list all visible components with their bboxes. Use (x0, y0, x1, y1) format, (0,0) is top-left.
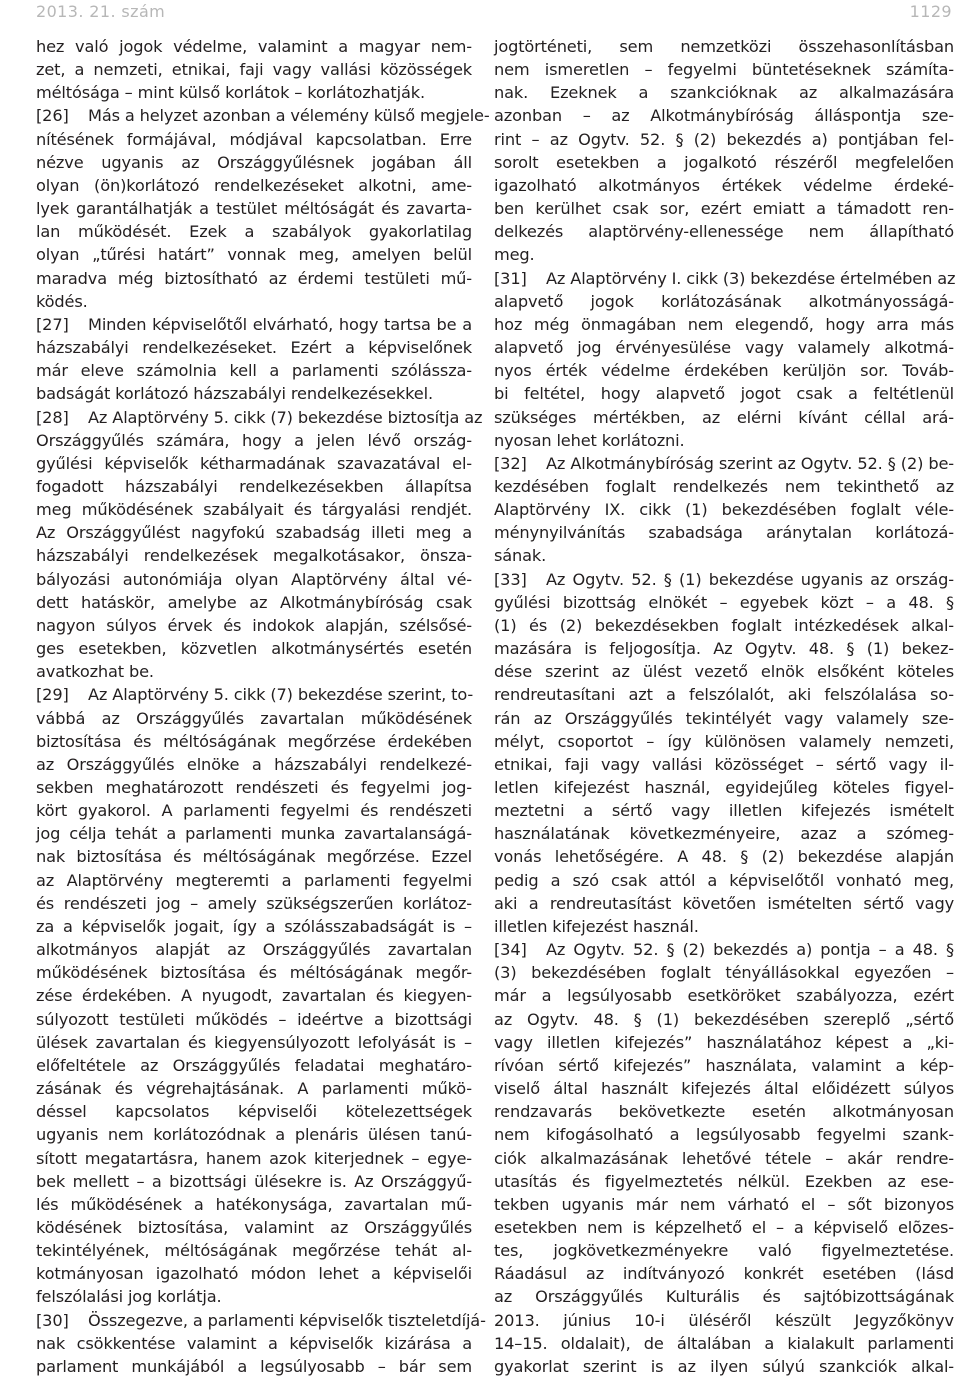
line-text: használatának következményeire, azaz a szómeg- (494, 824, 954, 844)
text-line (494, 1054, 954, 1077)
text-line (36, 1262, 472, 1285)
line-text: nak. Ezeknek a szankcióknak az alkalmazására (494, 83, 954, 103)
line-text: sának. (494, 546, 547, 566)
text-line (494, 359, 954, 382)
numbered-paragraph (494, 938, 954, 1378)
line-text: alapvető jogok korlátozásának alkotmányosságá- (494, 291, 954, 311)
text-line (36, 683, 474, 706)
line-text: esetekben nem is képzelhető el – a képviselő elõzes- (494, 1217, 954, 1237)
text-line (494, 382, 954, 405)
text-line (494, 915, 954, 938)
paragraph-number: [26] (36, 106, 69, 126)
line-text: kört gyakorol. A parlamenti fegyelmi és rendészeti (36, 801, 472, 821)
page-number: 1129 (909, 2, 952, 21)
line-text: ülések zavartalan és kiegyensúlyozott lefolyását is – (36, 1032, 472, 1052)
numbered-paragraph (494, 568, 954, 939)
text-line (36, 845, 472, 868)
line-text: Alaptörvény IX. cikk (1) bekezdésében foglalt véle- (494, 500, 954, 520)
text-line (36, 359, 472, 382)
line-text: viselő által használt kifejezés által előidézett súlyos (494, 1079, 954, 1099)
text-line (36, 104, 490, 127)
text-line (494, 707, 954, 730)
line-text: Az Alaptörvény 5. cikk (7) bekezdése szerint, to- (88, 685, 474, 705)
text-line (494, 1193, 954, 1216)
line-text: ménynyilvánítás szabadsága aránytalan korlátozá- (494, 523, 954, 543)
line-text: vábbá az Országgyűlés zavartalan működésének (36, 708, 472, 728)
issue-label: 2013. 21. szám (36, 2, 166, 21)
paragraph-number: [32] (494, 453, 527, 473)
line-text: za a képviselők jogait, így a szólásszabadságát is – (36, 916, 472, 936)
text-line (36, 1147, 472, 1170)
line-text: nem kifogásolható a legsúlyosabb fegyelmi szank- (494, 1125, 954, 1145)
line-text: alapvető jog érvényesülése vagy valamely alkotmá- (494, 338, 954, 358)
line-text: olyan (ön)korlátozó rendelkezéseket alkotni, ame- (36, 175, 472, 195)
line-text: Az Országgyűlést nagyfokú szabadság illeti meg a (36, 523, 472, 543)
line-text: Az Alaptörvény I. cikk (3) bekezdése értelmében az (546, 268, 956, 288)
line-text: ködés. (36, 291, 88, 311)
line-text: kezdésében foglalt rendelkezés nem tekinthető az (494, 476, 954, 496)
text-line (36, 1077, 472, 1100)
line-text: szükséges mértékben, az elérni kívánt céllal ará- (494, 407, 954, 427)
line-text: (1) és (2) bekezdésekben foglalt intézkedések alkal- (494, 615, 954, 635)
paragraph-number: [28] (36, 407, 69, 427)
text-line (494, 1170, 954, 1193)
line-text: az Alaptörvény megteremti a parlamenti fegyelmi (36, 870, 472, 890)
line-text: hez való jogok védelme, valamint a magyar nem- (36, 37, 472, 56)
line-text: zásának és végrehajtásának. A parlamenti műkö- (36, 1079, 472, 1099)
text-line (36, 151, 472, 174)
text-line (36, 1216, 472, 1239)
line-text: lan működését. Ezek a szabályok gyakorlatilag (36, 222, 472, 242)
line-text: Összegezve, a parlamenti képviselők tiszteletdíjá- (88, 1310, 486, 1330)
line-text: rint – az Ogytv. 52. § (2) bekezdés a) pontjában fel- (494, 129, 954, 149)
text-line (494, 151, 954, 174)
line-text: 14–15. oldalait), de általában a kialakult parlamenti (494, 1333, 954, 1353)
text-line (494, 1332, 954, 1355)
text-line (494, 1239, 954, 1262)
text-line (494, 730, 954, 753)
text-line (494, 1008, 954, 1031)
text-line (494, 475, 954, 498)
line-text: Az Ogytv. 52. § (2) bekezdés a) pontja – a 48. § (546, 940, 954, 960)
text-line (494, 1123, 954, 1146)
line-text: jog célja tehát a parlamenti munka zavartalanságá- (36, 824, 472, 844)
paragraph-number: [34] (494, 940, 527, 960)
continued-paragraph (36, 35, 472, 104)
paragraph-number: [27] (36, 314, 69, 334)
text-line (494, 452, 954, 475)
text-line (494, 1077, 954, 1100)
text-line (36, 1008, 472, 1031)
line-text: utasítás és figyelmeztetés nélkül. Ezekben az ese- (494, 1171, 954, 1191)
line-text: nyosan lehet korlátozni. (494, 430, 685, 450)
line-text: hoz még önmagában nem elegendő, hogy arra más (494, 314, 954, 334)
text-line (36, 197, 472, 220)
text-line (494, 336, 954, 359)
text-line (494, 591, 954, 614)
text-line (494, 197, 954, 220)
text-line (494, 104, 954, 127)
text-line (494, 892, 954, 915)
line-text: alkotmányos alapját az Országgyűlés zavartalan (36, 940, 472, 960)
line-text: (3) bekezdésében foglalt tényállásokkal egyezően – (494, 963, 954, 983)
text-line (36, 267, 472, 290)
line-text: etnikai, faji vagy vallási közösséget – sértő vagy il- (494, 754, 954, 774)
text-line (36, 336, 472, 359)
line-text: gyűlési bizottság elnökét – egyebek közt – a 48. § (494, 592, 954, 612)
text-line (36, 35, 472, 58)
text-line (494, 243, 954, 266)
text-line (494, 35, 954, 58)
text-line (494, 869, 954, 892)
line-text: tekintélyének, méltóságának megőrzése tehát al- (36, 1241, 472, 1261)
text-line (494, 1100, 954, 1123)
text-line (494, 637, 954, 660)
text-line (494, 683, 954, 706)
paragraph-number: [29] (36, 685, 69, 705)
line-text: sekben meghatározott rendészeti és fegyelmi jog- (36, 778, 472, 797)
numbered-paragraph (494, 452, 954, 568)
text-line (494, 1309, 954, 1332)
line-text: aki a rendreutasítást követően ismételten sértő vagy (494, 893, 954, 913)
text-line (36, 915, 472, 938)
text-line (494, 660, 954, 683)
line-text: badságát korlátozó házszabályi rendelkezésekkel. (36, 384, 433, 404)
text-line (494, 406, 954, 429)
line-text: nak csökkentése valamint a képviselők kizárása a (36, 1333, 472, 1353)
continued-paragraph (494, 35, 954, 267)
line-text: bek mellett – a bizottsági ülésekre is. Az Országgyű- (36, 1171, 472, 1191)
line-text: mélyt, csoportot – így különösen valamely nemzeti, (494, 731, 954, 751)
line-text: sorolt esetekben a jogalkotó részéről megfelelően (494, 152, 954, 172)
text-line (494, 58, 954, 81)
line-text: Az Alaptörvény 5. cikk (7) bekezdése biztosítja az (88, 407, 483, 427)
numbered-paragraph (36, 1309, 486, 1378)
text-line (36, 753, 472, 776)
numbered-paragraph (36, 104, 490, 312)
text-line (494, 1031, 954, 1054)
line-text: biztosítása és méltóságának megőrzése érdekében (36, 731, 472, 751)
text-line (494, 1147, 954, 1170)
line-text: az Ogytv. 48. § (1) bekezdésében szereplő „sértő (494, 1009, 954, 1029)
text-line (36, 313, 472, 336)
line-text: gyűlési képviselők kétharmadának szavazatával el- (36, 453, 472, 473)
text-line (494, 498, 954, 521)
line-text: avatkozhat be. (36, 662, 154, 682)
line-text: már a legsúlyosabb esetköröket szabályozza, ezért (494, 986, 954, 1006)
text-line (36, 1332, 472, 1355)
line-text: Országgyűlés számára, hogy a jelen lévő ország- (36, 430, 472, 450)
text-line (36, 475, 472, 498)
numbered-paragraph (36, 313, 472, 406)
right-text-column (494, 35, 954, 1378)
text-line (494, 313, 954, 336)
line-text: és rendészeti jog – amely szükségszerűen korlátoz- (36, 893, 472, 913)
line-text: rendreutasítani azt a felszólalót, aki felszólalása so- (494, 685, 954, 705)
numbered-paragraph (36, 406, 483, 684)
line-text: bályozási autonómiája olyan Alaptörvény által vé- (36, 569, 472, 589)
text-line (494, 961, 954, 984)
line-text: bi feltétel, hogy alapvető jogot csak a feltétlenül (494, 384, 954, 404)
text-line (36, 776, 472, 799)
line-text: Az Alkotmánybíróság szerint az Ogytv. 52. § (2) be- (546, 453, 954, 473)
paragraph-number: [30] (36, 1310, 69, 1330)
line-text: rán az Országgyűlés tekintélyét vagy valamely sze- (494, 708, 954, 728)
line-text: házszabályi rendelkezések megalkotásakor, önsza- (36, 546, 472, 566)
line-text: Más a helyzet azonban a vélemény külső megjele- (88, 106, 490, 126)
text-line (494, 568, 954, 591)
text-line (36, 637, 472, 660)
line-text: nyos érték védelme érdekében kerüljön sor. Továb- (494, 361, 954, 381)
text-line (36, 290, 472, 313)
line-text: delkezés alaptörvény-ellenessége nem állapítható (494, 222, 954, 242)
line-text: sított megatartásra, hanem azok kiterjednek – egye- (36, 1148, 472, 1168)
line-text: fogadott házszabályi rendelkezésekben állapítsa (36, 476, 472, 496)
line-text: kotmányosan igazolható módon lehet a képviselői (36, 1264, 472, 1284)
text-line (36, 1193, 472, 1216)
text-line (494, 776, 954, 799)
line-text: lés működésének a hatékonysága, zavartalan mű- (36, 1194, 472, 1214)
text-line (36, 591, 472, 614)
line-text: ges esetekben, közvetlen alkotmánysértés esetén (36, 639, 472, 659)
text-line (36, 984, 472, 1007)
text-line (36, 799, 472, 822)
text-line (36, 1054, 472, 1077)
line-text: dett hatáskör, amelybe az Alkotmánybíróság csak (36, 592, 472, 612)
line-text: Minden képviselőtől elvárható, hogy tartsa be a (88, 314, 472, 334)
line-text: illetlen kifejezést használ. (494, 916, 699, 936)
text-line (36, 406, 483, 429)
line-text: nagyon súlyos érvek és indokok alapján, szélsősé- (36, 615, 472, 635)
text-line (36, 568, 472, 591)
text-line (36, 429, 472, 452)
line-text: előfeltétele az Országgyűlés feladatai meghatáro- (36, 1055, 472, 1075)
text-line (36, 1309, 486, 1332)
numbered-paragraph (494, 267, 954, 452)
text-line (36, 174, 472, 197)
line-text: nítésének formájával, módjával kapcsolatban. Erre (36, 129, 472, 149)
line-text: olyan „tűrési határt” vonnak meg, amelyen belül (36, 245, 472, 265)
line-text: Az Ogytv. 52. § (1) bekezdése ugyanis az ország- (546, 569, 954, 589)
text-line (36, 1123, 472, 1146)
text-line (36, 128, 472, 151)
line-text: lyek garantálhatják a testület méltóságát és zavarta- (36, 199, 472, 219)
text-line (36, 822, 472, 845)
text-line (494, 845, 954, 868)
line-text: déssel kapcsolatos képviselői kötelezettségek (36, 1102, 472, 1122)
text-line (494, 267, 956, 290)
line-text: méltósága – mint külső korlátok – korlátozhatják. (36, 83, 425, 103)
text-line (36, 498, 472, 521)
line-text: már eleve számolnia kell a parlamenti szólássza- (36, 361, 472, 381)
text-line (494, 938, 954, 961)
text-line (494, 1262, 954, 1285)
line-text: súlyozott testületi működés – ideértve a bizottsági (36, 1009, 472, 1029)
line-text: ben kerülhet csak sor, ezért emiatt a támadott ren- (494, 199, 954, 219)
line-text: működésének biztosítása és méltóságának megőr- (36, 963, 472, 983)
text-line (494, 799, 954, 822)
line-text: az Országgyűlés elnöke a házszabályi rendelkezé- (36, 754, 472, 774)
line-text: nézve ugyanis az Országgyűlésnek jogában áll (36, 152, 472, 172)
text-line (494, 822, 954, 845)
text-line (36, 660, 472, 683)
text-line (494, 1216, 954, 1239)
text-line (494, 429, 954, 452)
line-text: ködésének biztosítása, valamint az Országgyűlés (36, 1217, 472, 1237)
numbered-paragraph (36, 683, 472, 1308)
line-text: igazolható alkotmányos értékek védelme érdeké- (494, 175, 954, 195)
paragraph-number: [31] (494, 268, 527, 288)
line-text: azonban – az Alkotmánybíróság álláspontja sze- (494, 106, 954, 126)
line-text: letlen kifejezést használ, egyidejűleg köteles figyel- (494, 778, 954, 797)
line-text: nem ismeretlen – fegyelmi büntetéseknek számíta- (494, 60, 954, 80)
line-text: rívóan sértő kifejezés” használata, valamint a kép- (494, 1055, 954, 1075)
line-text: zése érdekében. A nyugodt, zavartalan és kiegyen- (36, 986, 472, 1006)
line-text: mazására is feljogosítja. Az Ogytv. 48. § (1) bekez- (494, 639, 954, 659)
text-line (494, 753, 954, 776)
line-text: meg működésének szabályait és tárgyalási rendjét. (36, 500, 472, 520)
text-line (36, 1355, 472, 1378)
text-line (494, 544, 954, 567)
text-line (36, 730, 472, 753)
line-text: 2013. június 10-i üléséről készült Jegyzőkönyv (494, 1310, 954, 1330)
text-line (36, 961, 472, 984)
text-line (494, 984, 954, 1007)
text-line (36, 869, 472, 892)
text-line (36, 452, 472, 475)
text-line (36, 382, 472, 405)
text-line (36, 1239, 472, 1262)
text-line (36, 58, 472, 81)
text-line (36, 81, 472, 104)
text-line (494, 174, 954, 197)
line-text: rendzavarás bekövetkezte esetén alkotmányosan (494, 1102, 954, 1122)
text-line (494, 290, 954, 313)
text-line (494, 128, 954, 151)
text-line (36, 892, 472, 915)
line-text: dése szerint az ülést vezető elnök elsőként köteles (494, 662, 954, 682)
line-text: parlament munkájából a legsúlyosabb – bár sem (36, 1356, 472, 1376)
text-line (36, 1031, 472, 1054)
line-text: meg. (494, 245, 535, 265)
line-text: gyakorlat szerint is az ilyen súlyú szankciók alkal- (494, 1356, 954, 1376)
text-line (36, 938, 472, 961)
text-line (36, 521, 472, 544)
text-line (494, 220, 954, 243)
text-line (36, 1100, 472, 1123)
line-text: Ráadásul az indítványozó konkrét esetében (lásd (494, 1264, 954, 1284)
line-text: az Országgyűlés Kulturális és sajtóbizottságának (494, 1287, 954, 1307)
text-line (36, 707, 472, 730)
line-text: pedig a szó csak attól a képviselőtől vonható meg, (494, 870, 954, 890)
running-header (0, 0, 960, 30)
text-line (494, 614, 954, 637)
paragraph-number: [33] (494, 569, 527, 589)
line-text: zet, a nemzeti, etnikai, faji vagy vallási közösségek (36, 60, 472, 80)
text-line (36, 544, 472, 567)
line-text: házszabályi rendelkezéseket. Ezért a képviselőnek (36, 338, 472, 358)
text-line (36, 243, 472, 266)
left-text-column (36, 35, 490, 1378)
text-line (494, 1285, 954, 1308)
text-line (494, 81, 954, 104)
text-line (494, 521, 954, 544)
line-text: jogtörténeti, sem nemzetközi összehasonlításban (494, 37, 954, 56)
line-text: meztetni a sértő vagy illetlen kifejezés ismételt (494, 801, 954, 821)
text-line (36, 220, 472, 243)
text-line (494, 1355, 954, 1378)
line-text: tekben ugyanis már nem várható el – sőt bizonyos (494, 1194, 954, 1214)
line-text: vagy illetlen kifejezés” használatához képest a „ki- (494, 1032, 954, 1052)
line-text: nak biztosítása és méltóságának megőrzése. Ezzel (36, 847, 472, 867)
text-line (36, 1170, 472, 1193)
text-line (36, 1285, 472, 1308)
line-text: vonás lehetőségére. A 48. § (2) bekezdése alapján (494, 847, 954, 867)
line-text: tes, jogkövetkezményekre való figyelmeztetése. (494, 1241, 954, 1261)
line-text: felszólalási jog korlátja. (36, 1287, 222, 1307)
text-line (36, 614, 472, 637)
line-text: maradva még biztosítható az érdemi testületi mű- (36, 268, 472, 288)
line-text: ciók alkalmazásának lehetővé tétele – akár rendre- (494, 1148, 954, 1168)
line-text: ugyanis nem korlátozódnak a plenáris ülésen tanú- (36, 1125, 472, 1145)
